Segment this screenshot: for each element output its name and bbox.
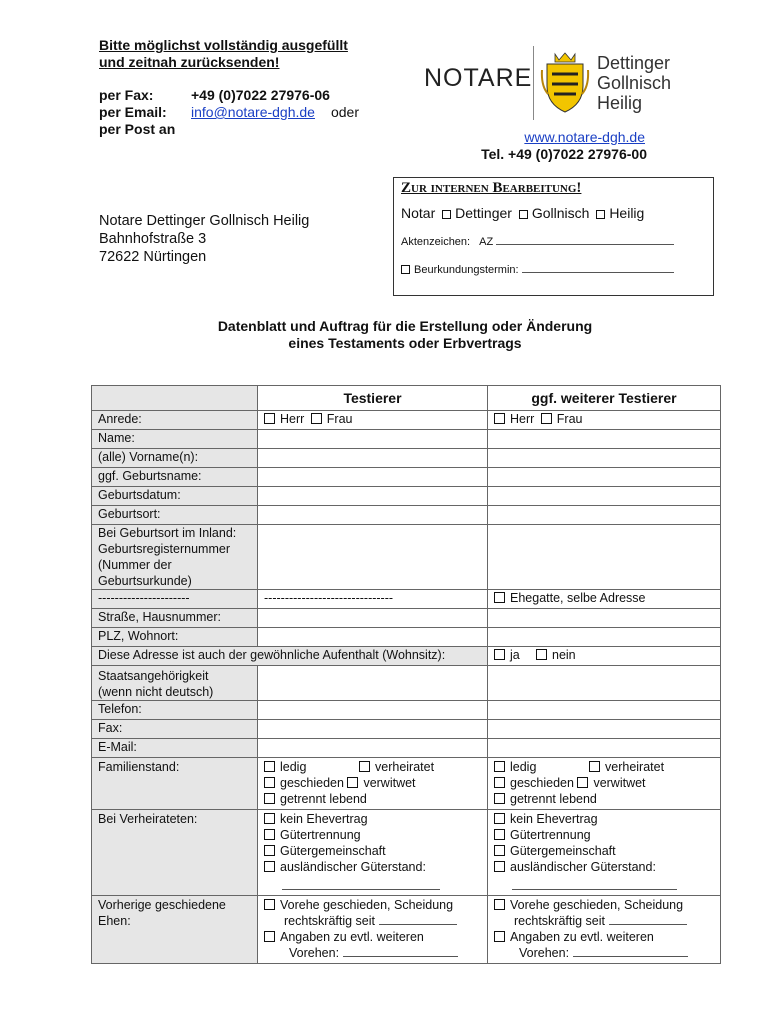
az-prefix: AZ <box>479 236 494 248</box>
label-geburtsdatum: Geburtsdatum: <box>92 487 258 506</box>
input-plz-1[interactable] <box>258 628 488 647</box>
fam-geschieden-checkbox-2[interactable] <box>494 777 505 788</box>
aktenzeichen-row <box>401 235 674 248</box>
row-geburtsort <box>92 506 721 525</box>
input-telefon-2[interactable] <box>488 701 721 720</box>
fam-getrennt-label-1: getrennt lebend <box>280 792 367 806</box>
input-geburtsort-2[interactable] <box>488 506 721 525</box>
ehegatte-checkbox[interactable] <box>494 592 505 603</box>
vh-vorehen-field-1[interactable] <box>343 947 458 957</box>
website-link[interactable]: www.notare-dgh.de <box>524 129 645 145</box>
ev-kein-label-1: kein Ehevertrag <box>280 812 368 826</box>
fam-ledig-label-2: ledig <box>510 760 537 774</box>
cell-wohnsitz <box>488 647 721 666</box>
anrede-frau-checkbox-2[interactable] <box>541 413 552 424</box>
vh-weitere-label-2: Angaben zu evtl. weiteren <box>510 930 654 944</box>
aktenzeichen-label: Aktenzeichen: <box>401 236 471 248</box>
input-geburtsregister-1[interactable] <box>258 525 488 590</box>
ev-kein-checkbox-1[interactable] <box>264 813 275 824</box>
beurkundung-row <box>401 263 674 276</box>
email-label: per Email: <box>99 104 167 120</box>
beurkundung-field[interactable] <box>522 263 674 273</box>
vh-geschieden-label-2: Vorehe geschieden, Scheidung <box>510 898 684 912</box>
vh-rechtskraeftig-label-1: rechtskräftig seit <box>284 914 376 928</box>
vh-geschieden-checkbox-2[interactable] <box>494 899 505 910</box>
input-fax-1[interactable] <box>258 720 488 739</box>
document-title-line-2: eines Testaments oder Erbvertrags <box>288 335 522 351</box>
vh-weitere-checkbox-1[interactable] <box>264 931 275 942</box>
notar-label: Notar <box>401 205 436 221</box>
label-vornamen: (alle) Vorname(n): <box>92 449 258 468</box>
ev-guetertrennung-label-2: Gütertrennung <box>510 828 591 842</box>
ev-auslaendisch-label-1: ausländischer Güterstand: <box>280 860 426 874</box>
instruction-line-1: Bitte möglichst vollständig ausgefüllt <box>99 37 348 53</box>
row-telefon <box>92 701 721 720</box>
ev-guetergemeinschaft-label-2: Gütergemeinschaft <box>510 844 616 858</box>
label-name: Name: <box>92 430 258 449</box>
label-verheiratet: Bei Verheirateten: <box>92 810 258 896</box>
fam-ledig-label-1: ledig <box>280 760 307 774</box>
fam-verwitwet-label-1: verwitwet <box>363 776 416 790</box>
vh-rechtskraeftig-field-2[interactable] <box>609 915 687 925</box>
vh-weitere-checkbox-2[interactable] <box>494 931 505 942</box>
anrede-frau-label-2: Frau <box>556 412 583 426</box>
notar-option-gollnisch: Gollnisch <box>531 205 590 221</box>
input-geburtsdatum-2[interactable] <box>488 487 721 506</box>
cell-ehevertrag-1 <box>258 810 488 896</box>
row-staatsangehoerigkeit <box>92 666 721 701</box>
office-phone: Tel. +49 (0)7022 27976-00 <box>481 146 647 162</box>
separator-col1: ------------------------------- <box>258 590 488 609</box>
row-strasse <box>92 609 721 628</box>
aktenzeichen-field[interactable] <box>496 235 674 245</box>
beurkundung-label: Beurkundungstermin: <box>414 264 519 276</box>
document-title-line-1: Datenblatt und Auftrag für die Erstellung oder Änderung <box>217 318 593 334</box>
wohnsitz-nein-label: nein <box>552 648 576 662</box>
internal-box-title: Zur internen Bearbeitung! <box>401 180 582 196</box>
row-email <box>92 739 721 758</box>
ev-kein-label-2: kein Ehevertrag <box>510 812 598 826</box>
vh-rechtskraeftig-label-2: rechtskräftig seit <box>514 914 606 928</box>
ev-kein-checkbox-2[interactable] <box>494 813 505 824</box>
anrede-herr-label-2: Herr <box>510 412 535 426</box>
staats-line-2: (wenn nicht deutsch) <box>98 685 214 699</box>
ev-guetertrennung-checkbox-2[interactable] <box>494 829 505 840</box>
ev-guetergemeinschaft-checkbox-2[interactable] <box>494 845 505 856</box>
fax-number: +49 (0)7022 27976-06 <box>191 87 330 103</box>
address-line-2: Bahnhofstraße 3 <box>99 231 207 247</box>
row-geburtsregister <box>92 525 721 590</box>
label-anrede: Anrede: <box>92 411 258 430</box>
input-staats-1[interactable] <box>258 666 488 701</box>
ev-auslaendisch-checkbox-1[interactable] <box>264 861 275 872</box>
ev-guetertrennung-label-1: Gütertrennung <box>280 828 361 842</box>
input-staats-2[interactable] <box>488 666 721 701</box>
instruction-line-2: und zeitnah zurücksenden! <box>99 54 280 70</box>
header-weiterer-testierer: ggf. weiterer Testierer <box>488 386 721 411</box>
label-strasse: Straße, Hausnummer: <box>92 609 258 628</box>
input-strasse-2[interactable] <box>488 609 721 628</box>
input-geburtsdatum-1[interactable] <box>258 487 488 506</box>
ev-auslaendisch-field-1[interactable] <box>282 880 440 890</box>
input-name-2[interactable] <box>488 430 721 449</box>
anrede-herr-checkbox-1[interactable] <box>264 413 275 424</box>
coat-of-arms-logo <box>540 50 590 119</box>
input-vornamen-1[interactable] <box>258 449 488 468</box>
post-label: per Post an <box>99 121 176 137</box>
geburtsreg-line-1: Bei Geburtsort im Inland: <box>98 526 237 540</box>
cell-anrede-2 <box>488 411 721 430</box>
wohnsitz-ja-checkbox[interactable] <box>494 649 505 660</box>
input-geburtsname-1[interactable] <box>258 468 488 487</box>
ev-auslaendisch-field-2[interactable] <box>512 880 677 890</box>
row-name <box>92 430 721 449</box>
fam-verwitwet-label-2: verwitwet <box>593 776 646 790</box>
fax-label: per Fax: <box>99 87 154 103</box>
logo-wordmark: NOTARE <box>424 64 533 92</box>
notar-selection <box>401 205 644 221</box>
ev-guetergemeinschaft-checkbox-1[interactable] <box>264 845 275 856</box>
vh-geschieden-checkbox-1[interactable] <box>264 899 275 910</box>
fam-geschieden-checkbox-1[interactable] <box>264 777 275 788</box>
input-name-1[interactable] <box>258 430 488 449</box>
geburtsreg-line-3: (Nummer der Geburtsurkunde) <box>98 558 192 588</box>
ev-guetertrennung-checkbox-1[interactable] <box>264 829 275 840</box>
input-email-2[interactable] <box>488 739 721 758</box>
notar-option-heilig: Heilig <box>609 205 645 221</box>
geburtsreg-line-2: Geburtsregisternummer <box>98 542 230 556</box>
fam-verheiratet-checkbox-1[interactable] <box>359 761 370 772</box>
anrede-herr-checkbox-2[interactable] <box>494 413 505 424</box>
input-vornamen-2[interactable] <box>488 449 721 468</box>
label-vorherige-ehen <box>92 896 258 964</box>
internal-processing-box <box>393 177 714 296</box>
fam-verwitwet-checkbox-2[interactable] <box>577 777 588 788</box>
cell-ehegatte <box>488 590 721 609</box>
input-fax-2[interactable] <box>488 720 721 739</box>
fam-verheiratet-checkbox-2[interactable] <box>589 761 600 772</box>
label-familienstand: Familienstand: <box>92 758 258 810</box>
cell-ehevertrag-2 <box>488 810 721 896</box>
input-geburtsname-2[interactable] <box>488 468 721 487</box>
vh-vorehen-label-1: Vorehen: <box>289 946 340 960</box>
input-email-1[interactable] <box>258 739 488 758</box>
row-vornamen <box>92 449 721 468</box>
email-or: oder <box>330 104 359 120</box>
cell-familienstand-2 <box>488 758 721 810</box>
notar-option-dettinger: Dettinger <box>455 205 512 221</box>
anrede-frau-label-1: Frau <box>326 412 353 426</box>
label-fax: Fax: <box>92 720 258 739</box>
vorherige-line-1: Vorherige geschiedene <box>98 898 226 912</box>
logo-name-heilig: Heilig <box>597 93 643 113</box>
cell-familienstand-1 <box>258 758 488 810</box>
separator-label: ---------------------- <box>92 590 258 609</box>
vh-weitere-label-1: Angaben zu evtl. weiteren <box>280 930 424 944</box>
table-header-row <box>92 386 721 411</box>
input-geburtsregister-2[interactable] <box>488 525 721 590</box>
label-plz: PLZ, Wohnort: <box>92 628 258 647</box>
input-plz-2[interactable] <box>488 628 721 647</box>
cell-vorehen-2 <box>488 896 721 964</box>
anrede-frau-checkbox-1[interactable] <box>311 413 322 424</box>
row-geburtsname <box>92 468 721 487</box>
row-fax <box>92 720 721 739</box>
label-staatsangehoerigkeit <box>92 666 258 701</box>
vorherige-line-2: Ehen: <box>98 914 131 928</box>
label-geburtsregister <box>92 525 258 590</box>
vh-vorehen-field-2[interactable] <box>573 947 688 957</box>
ev-auslaendisch-label-2: ausländischer Güterstand: <box>510 860 656 874</box>
notar-heilig-checkbox[interactable] <box>596 210 605 219</box>
fam-ledig-checkbox-2[interactable] <box>494 761 505 772</box>
row-familienstand <box>92 758 721 810</box>
row-geburtsdatum <box>92 487 721 506</box>
testator-data-table <box>91 385 721 964</box>
fam-verheiratet-label-2: verheiratet <box>605 760 665 774</box>
cell-vorehen-1 <box>258 896 488 964</box>
contact-methods <box>99 87 359 138</box>
cell-anrede-1 <box>258 411 488 430</box>
anrede-herr-label-1: Herr <box>280 412 305 426</box>
notar-dettinger-checkbox[interactable] <box>442 210 451 219</box>
row-wohnsitz <box>92 647 721 666</box>
fam-geschieden-label-1: geschieden <box>280 776 344 790</box>
fam-getrennt-checkbox-1[interactable] <box>264 793 275 804</box>
fam-ledig-checkbox-1[interactable] <box>264 761 275 772</box>
input-geburtsort-1[interactable] <box>258 506 488 525</box>
wohnsitz-nein-checkbox[interactable] <box>536 649 547 660</box>
ev-guetergemeinschaft-label-1: Gütergemeinschaft <box>280 844 386 858</box>
label-email: E-Mail: <box>92 739 258 758</box>
label-telefon: Telefon: <box>92 701 258 720</box>
label-wohnsitz: Diese Adresse ist auch der gewöhnliche Aufenthalt (Wohnsitz): <box>92 647 488 666</box>
vh-geschieden-label-1: Vorehe geschieden, Scheidung <box>280 898 454 912</box>
row-vorherige-ehen <box>92 896 721 964</box>
row-verheiratet <box>92 810 721 896</box>
email-link[interactable]: info@notare-dgh.de <box>191 104 315 120</box>
input-telefon-1[interactable] <box>258 701 488 720</box>
logo-divider <box>533 46 534 120</box>
recipient-address <box>99 212 309 266</box>
logo-name-dettinger: Dettinger <box>597 53 671 73</box>
document-title <box>0 318 770 352</box>
label-geburtsort: Geburtsort: <box>92 506 258 525</box>
fam-geschieden-label-2: geschieden <box>510 776 574 790</box>
fam-verheiratet-label-1: verheiratet <box>375 760 435 774</box>
input-strasse-1[interactable] <box>258 609 488 628</box>
row-anrede <box>92 411 721 430</box>
header-blank-cell <box>92 386 258 411</box>
website-link-wrap <box>380 129 645 145</box>
vh-vorehen-label-2: Vorehen: <box>519 946 570 960</box>
ehegatte-label: Ehegatte, selbe Adresse <box>510 591 646 605</box>
row-separator <box>92 590 721 609</box>
logo-names <box>597 53 671 113</box>
beurkundung-checkbox[interactable] <box>401 265 410 274</box>
logo-name-gollnisch: Gollnisch <box>597 73 672 93</box>
label-geburtsname: ggf. Geburtsname: <box>92 468 258 487</box>
ev-auslaendisch-checkbox-2[interactable] <box>494 861 505 872</box>
address-line-3: 72622 Nürtingen <box>99 249 207 265</box>
fam-verwitwet-checkbox-1[interactable] <box>347 777 358 788</box>
vh-rechtskraeftig-field-1[interactable] <box>379 915 457 925</box>
notar-gollnisch-checkbox[interactable] <box>519 210 528 219</box>
wohnsitz-ja-label: ja <box>510 648 520 662</box>
fam-getrennt-label-2: getrennt lebend <box>510 792 597 806</box>
instruction-heading <box>99 37 348 71</box>
row-plz <box>92 628 721 647</box>
fam-getrennt-checkbox-2[interactable] <box>494 793 505 804</box>
address-line-1: Notare Dettinger Gollnisch Heilig <box>99 213 310 229</box>
staats-line-1: Staatsangehörigkeit <box>98 669 209 683</box>
header-testierer: Testierer <box>258 386 488 411</box>
